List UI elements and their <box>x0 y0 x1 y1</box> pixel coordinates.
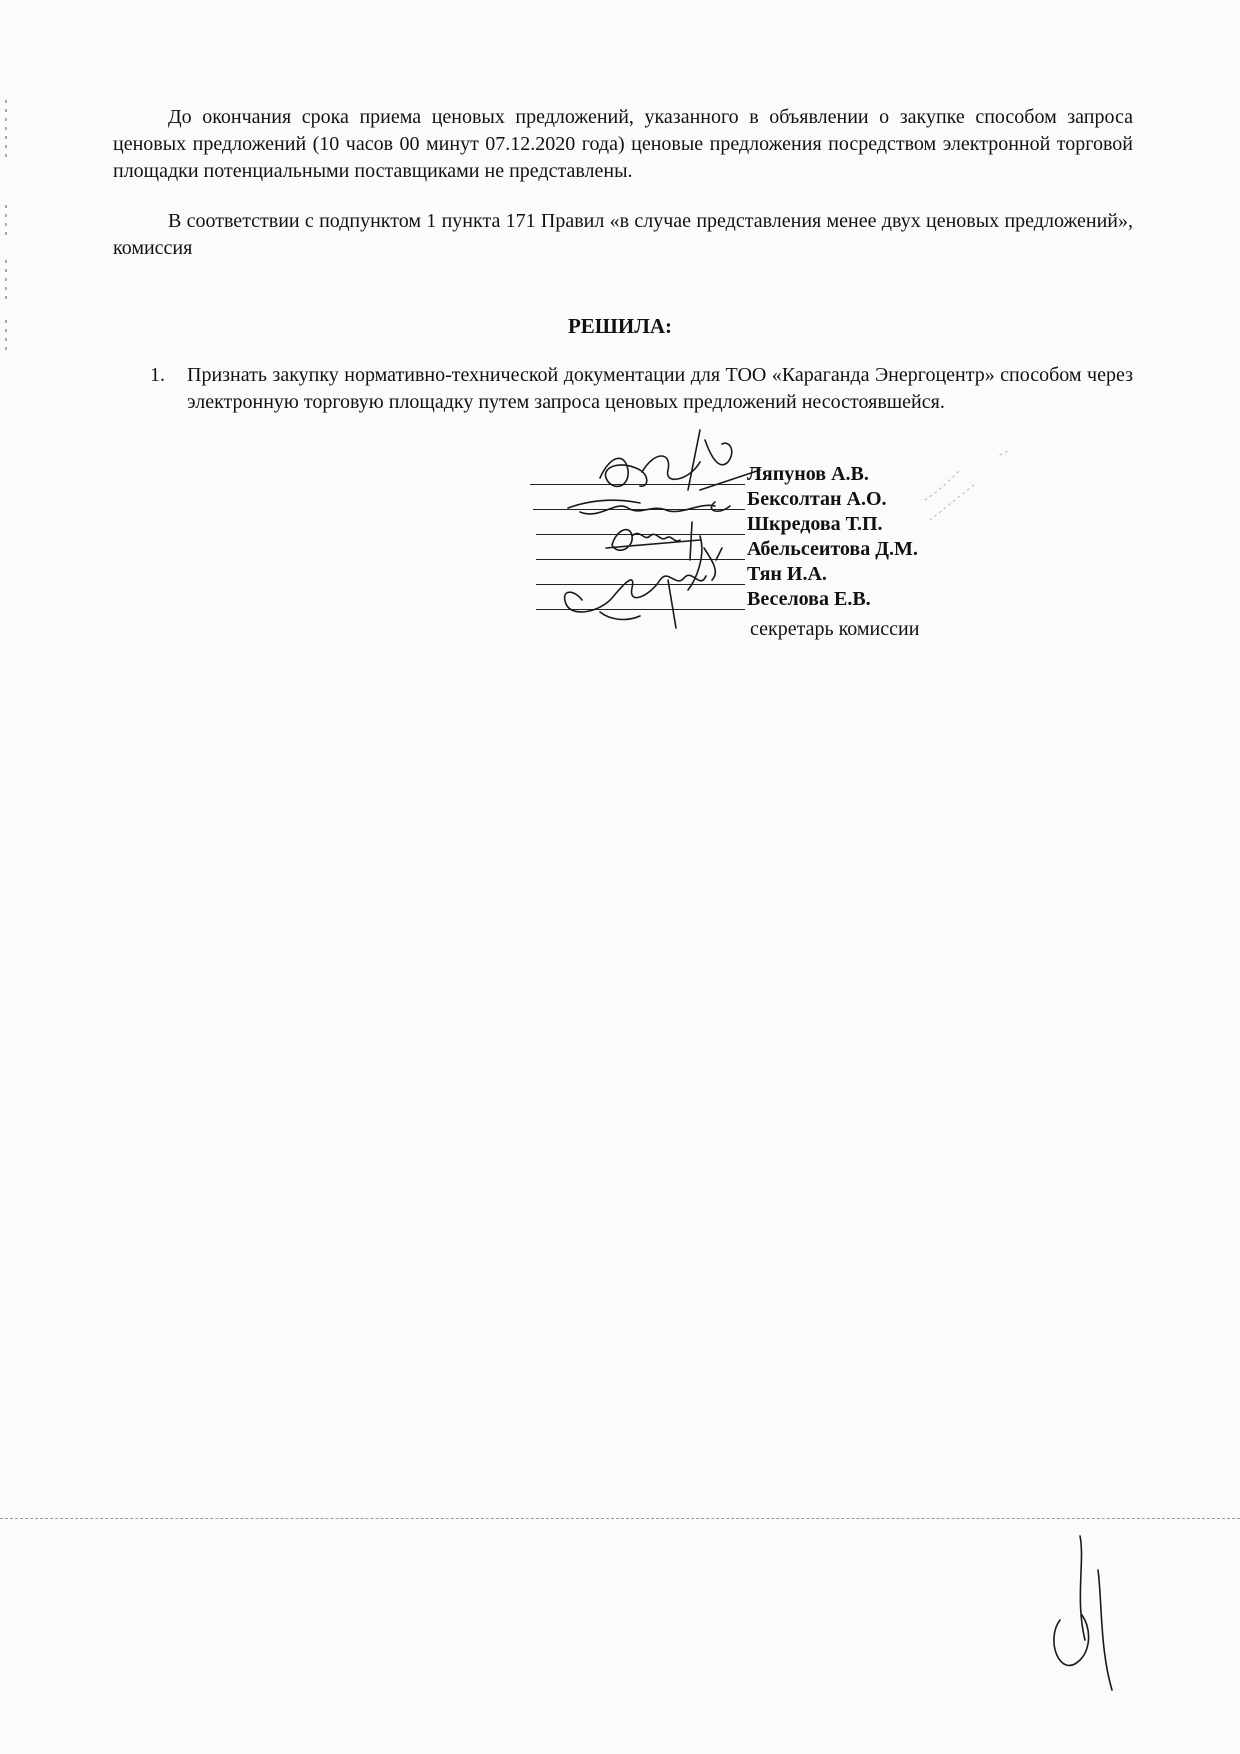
signature-line <box>536 559 745 560</box>
initials-mark <box>1054 1536 1112 1690</box>
signatory-name: Веселова Е.В. <box>747 588 871 610</box>
paragraph-rules <box>113 208 1133 262</box>
paragraph-deadline-text: До окончания срока приема ценовых предложений, указанного в объявлении о закупке способом запроса ценовых предложений (10 часов 00 минут 07.12.2020 года) ценовые предложения посредством электронной торговой площадки потенциальными поставщиками не представлены. <box>113 106 1133 182</box>
signatory-name: Абельсеитова Д.М. <box>747 538 918 560</box>
signatories-block <box>530 462 1030 612</box>
signatory-row <box>530 562 1030 587</box>
signatory-name: Шкредова Т.П. <box>747 513 883 535</box>
signature-line <box>533 509 745 510</box>
signature-line <box>536 534 745 535</box>
signatory-row <box>530 537 1030 562</box>
signatory-name: Бексолтан А.О. <box>747 488 887 510</box>
secretary-role-label: секретарь комиссии <box>750 618 920 640</box>
paragraph-rules-text: В соответствии с подпунктом 1 пункта 171 Правил «в случае представления менее двух ценовых предложений», комиссия <box>113 210 1133 259</box>
signatory-row <box>530 462 1030 487</box>
paragraph-deadline <box>113 104 1133 185</box>
decision-item <box>150 362 1133 416</box>
decision-heading: РЕШИЛА: <box>567 314 673 338</box>
page-fold-line <box>0 1518 1240 1519</box>
signatory-name: Тян И.А. <box>747 563 827 585</box>
signature-line <box>530 484 745 485</box>
signature-line <box>536 609 745 610</box>
signatory-name: Ляпунов А.В. <box>747 463 869 485</box>
signatory-row <box>530 512 1030 537</box>
decision-item-number: 1. <box>150 364 165 386</box>
decision-item-text: Признать закупку нормативно-технической документации для ТОО «Караганда Энергоцентр» способом через электронную торговую площадку путем запроса ценовых предложений несостоявшейся. <box>187 364 1133 413</box>
signatory-row <box>530 587 1030 612</box>
signature-line <box>536 584 745 585</box>
signatory-row <box>530 487 1030 512</box>
